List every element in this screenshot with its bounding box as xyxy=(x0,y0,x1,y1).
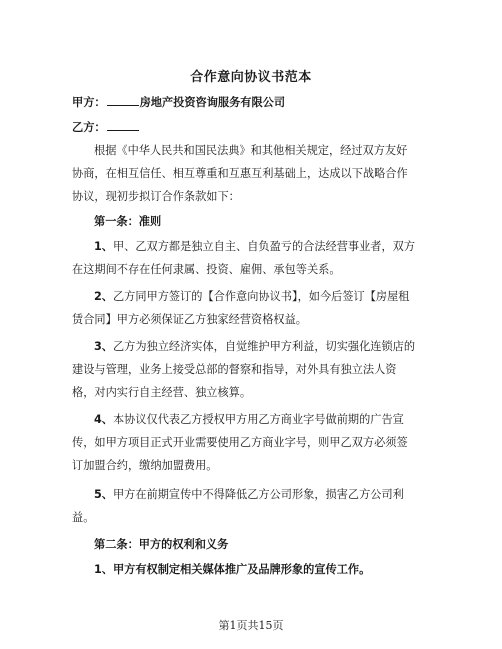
article-2-title: 第二条：甲方的权利和义务 xyxy=(94,538,229,551)
article-1-item-1-line-1: 1、甲、乙双方都是独立自主、自负盈亏的合法经营事业者，双方 xyxy=(94,240,416,253)
intro-line-1: 根据《中华人民共和国民法典》和其他相关规定，经过双方友好 xyxy=(94,144,408,157)
party-b-label: 乙方： xyxy=(72,121,106,134)
article-1-item-4-line-1: 4、本协议仅代表乙方授权甲方用乙方商业字号做前期的广告宣 xyxy=(94,413,404,426)
article-1-title: 第一条：准则 xyxy=(94,215,162,228)
article-1-item-3-line-3: 格，对内实行自主经营、独立核算。 xyxy=(72,386,252,399)
article-1-item-2-line-2: 赁合同】甲方必须保证乙方独家经营资格权益。 xyxy=(72,313,307,326)
article-1-item-3-line-1: 3、乙方为独立经济实体，自觉维护甲方利益，切实强化连锁店的 xyxy=(94,340,416,353)
article-1-item-5-line-2: 益。 xyxy=(72,511,95,524)
party-b-blank xyxy=(107,119,139,131)
document-title: 合作意向协议书范本 xyxy=(190,70,312,85)
party-b-line xyxy=(72,119,434,135)
article-2-item-1: 1、甲方有权制定相关媒体推广及品牌形象的宣传工作。 xyxy=(94,563,371,576)
article-1-item-4-line-3: 订加盟合约，缴纳加盟费用。 xyxy=(72,459,218,472)
party-a-name: 房地产投资咨询服务有限公司 xyxy=(139,96,286,109)
article-1-item-1-line-2: 在这期间不存在任何隶属、投资、雇佣、承包等关系。 xyxy=(72,263,341,276)
article-1-item-3-line-2: 建设与管理，业务上接受总部的督察和指导，对外具有独立法人资 xyxy=(72,363,397,376)
page-footer: 第1页共15页 xyxy=(218,619,284,632)
party-a-label: 甲方： xyxy=(72,96,106,109)
article-1-item-5-line-1: 5、甲方在前期宣传中不得降低乙方公司形象，损害乙方公司利 xyxy=(94,488,404,501)
party-a-line xyxy=(72,94,434,110)
article-1-item-4-line-2: 传，如甲方项目正式开业需要使用乙方商业字号，则甲乙双方必须签 xyxy=(72,436,408,449)
intro-line-3: 协议，现初步拟订合作条款如下： xyxy=(72,190,240,203)
article-1-item-2-line-1: 2、乙方同甲方签订的【合作意向协议书】，如今后签订【房屋租 xyxy=(94,290,410,303)
intro-line-2: 协商，在相互信任、相互尊重和互惠互利基础上，达成以下战略合作 xyxy=(72,167,408,180)
party-a-blank xyxy=(107,94,139,106)
